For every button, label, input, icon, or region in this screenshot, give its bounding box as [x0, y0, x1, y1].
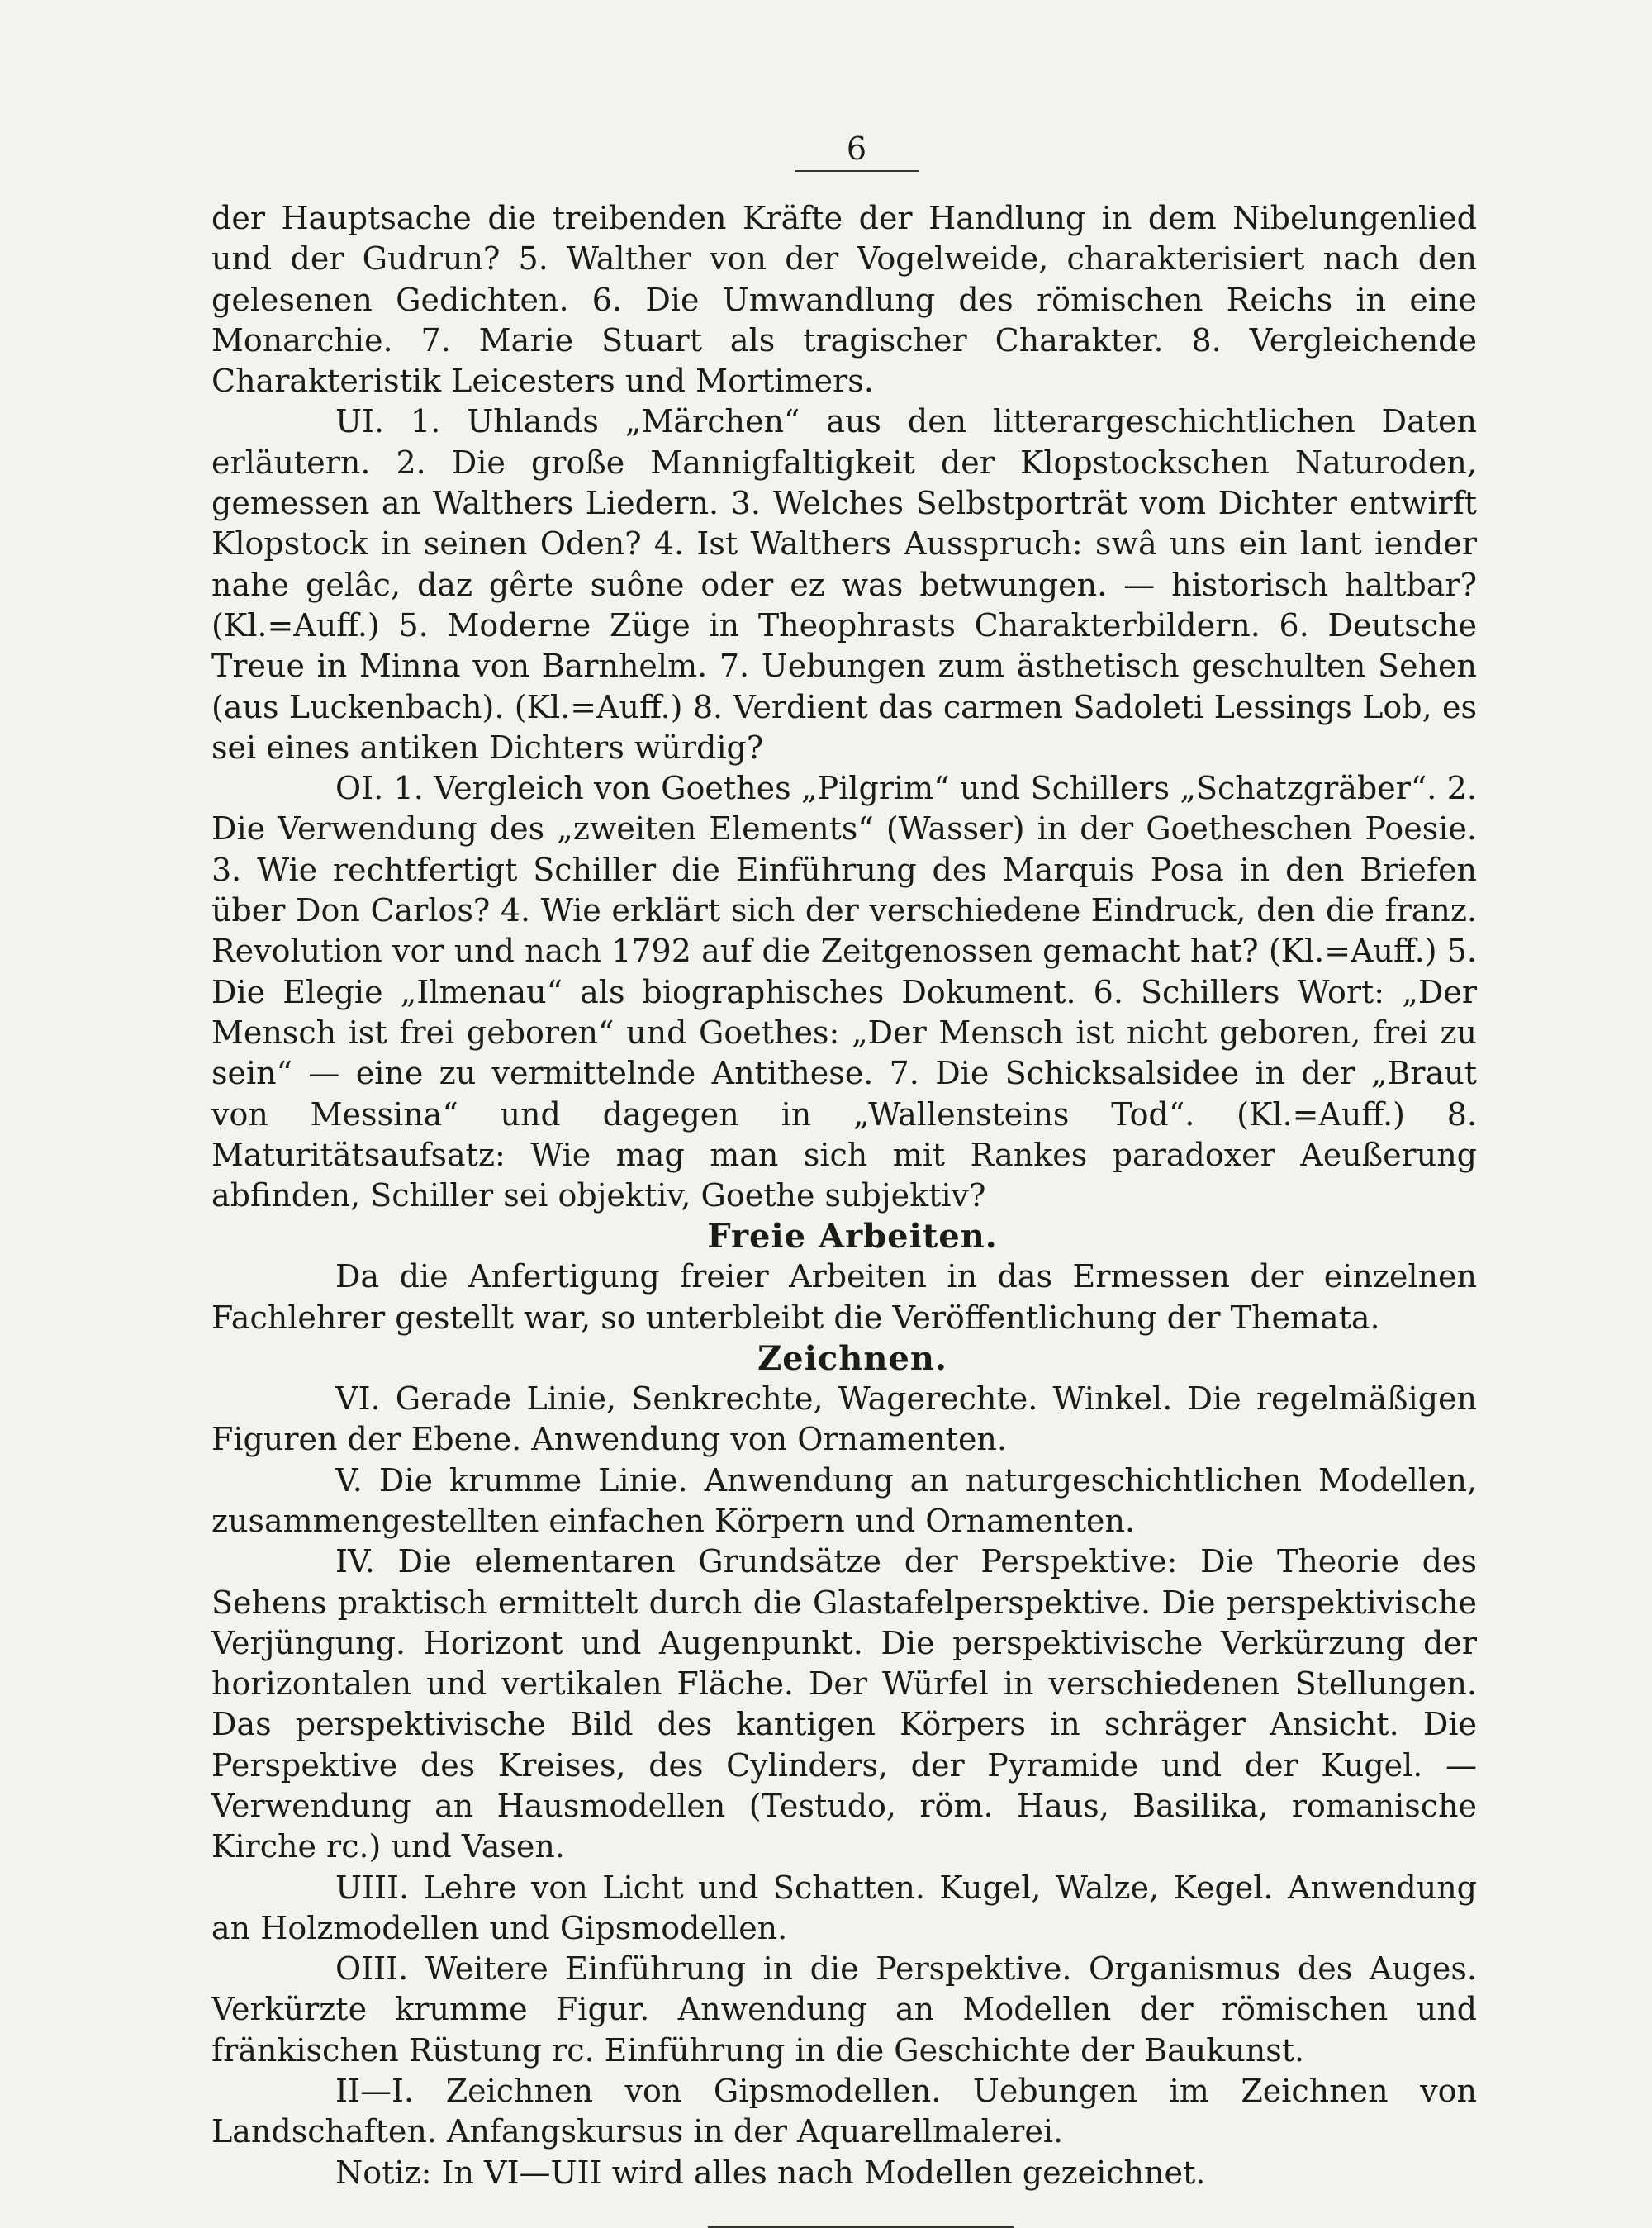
paragraph-freie-arbeiten: Da die Anfertigung freier Arbeiten in das Ermessen der einzelnen Fachlehrer gestellt war, so unterbleibt die Veröffentlichung der Themata.	[211, 1258, 1477, 1336]
page-number: 6	[846, 131, 867, 167]
paragraph-zeichnen-oiii: OIII. Weitere Einführung in die Perspektive. Organismus des Auges. Verkürzte krumme Figur. Anwendung an Modellen der römischen und fränkischen Rüstung rc. Einführung in die Geschichte der Baukunst.	[211, 1950, 1477, 2069]
paragraph-continuation: der Hauptsache die treibenden Kräfte der Handlung in dem Nibelungenlied und der Gudrun? 5. Walther von der Vogelweide, charakterisiert nach den gelesenen Gedichten. 6. Die Umwandlung des römischen Reichs in eine Monarchie. 7. Marie Stuart als tragischer Charakter. 8. Vergleichende Charakteristik Leicesters und Mortimers.	[211, 200, 1477, 400]
heading-freie-arbeiten: Freie Arbeiten.	[707, 1217, 998, 1257]
paragraph-zeichnen-vi: VI. Gerade Linie, Senkrechte, Wagerechte. Winkel. Die regelmäßigen Figuren der Ebene. Anwendung von Ornamenten.	[211, 1380, 1477, 1458]
paragraph-ui: UI. 1. Uhlands „Märchen“ aus den litterargeschichtlichen Daten erläutern. 2. Die große Mannigfaltigkeit der Klopstockschen Naturoden, gemessen an Walthers Liedern. 3. Welches Selbstporträt vom Dichter entwirft Klopstock in seinen Oden? 4. Ist Walthers Ausspruch: swâ uns ein lant iender nahe gelâc, daz gêrte suône oder ez was betwungen. — historisch haltbar? (Kl.=Auff.) 5. Moderne Züge in Theophrasts Charakterbildern. 6. Deutsche Treue in Minna von Barnhelm. 7. Uebungen zum ästhetisch geschulten Sehen (aus Luckenbach). (Kl.=Auff.) 8. Verdient das carmen Sadoleti Lessings Lob, es sei eines antiken Dichters würdig?	[211, 403, 1477, 766]
paragraph-zeichnen-iv: IV. Die elementaren Grundsätze der Perspektive: Die Theorie des Sehens praktisch ermittelt durch die Glastafelperspektive. Die perspektivische Verjüngung. Horizont und Augenpunkt. Die perspektivische Verkürzung der horizontalen und vertikalen Fläche. Der Würfel in verschiedenen Stellungen. Das perspektivische Bild des kantigen Körpers in schräger Ansicht. Die Perspektive des Kreises, des Cylinders, der Pyramide und der Kugel. — Verwendung an Hausmodellen (Testudo, röm. Haus, Basilika, romanische Kirche rc.) und Vasen.	[211, 1543, 1477, 1865]
heading-zeichnen: Zeichnen.	[757, 1339, 947, 1379]
paragraph-zeichnen-ii-i: II—I. Zeichnen von Gipsmodellen. Uebungen im Zeichnen von Landschaften. Anfangskursus in der Aquarellmalerei.	[211, 2073, 1477, 2150]
paragraph-oi: OI. 1. Vergleich von Goethes „Pilgrim“ und Schillers „Schatzgräber“. 2. Die Verwendung des „zweiten Elements“ (Wasser) in der Goetheschen Poesie. 3. Wie rechtfertigt Schiller die Einführung des Marquis Posa in den Briefen über Don Carlos? 4. Wie erklärt sich der verschiedene Eindruck, den die franz. Revolution vor und nach 1792 auf die Zeitgenossen gemacht hat? (Kl.=Auff.) 5. Die Elegie „Ilmenau“ als biographisches Dokument. 6. Schillers Wort: „Der Mensch ist frei geboren“ und Goethes: „Der Mensch ist nicht geboren, frei zu sein“ — eine zu vermittelnde Antithese. 7. Die Schicksalsidee in der „Braut von Messina“ und dagegen in „Wallensteins Tod“. (Kl.=Auff.) 8. Maturitätsaufsatz: Wie mag man sich mit Rankes paradoxer Aeußerung abfinden, Schiller sei objektiv, Goethe subjektiv?	[211, 770, 1477, 1214]
paragraph-notiz: Notiz: In VI—UII wird alles nach Modellen gezeichnet.	[335, 2154, 1206, 2191]
paragraph-zeichnen-v: V. Die krumme Linie. Anwendung an naturgeschichtlichen Modellen, zusammengestellten einfachen Körpern und Ornamenten.	[211, 1461, 1477, 1539]
top-rule	[795, 170, 919, 172]
paragraph-zeichnen-uiii: UIII. Lehre von Licht und Schatten. Kugel, Walze, Kegel. Anwendung an Holzmodellen und Gipsmodellen.	[211, 1869, 1477, 1946]
